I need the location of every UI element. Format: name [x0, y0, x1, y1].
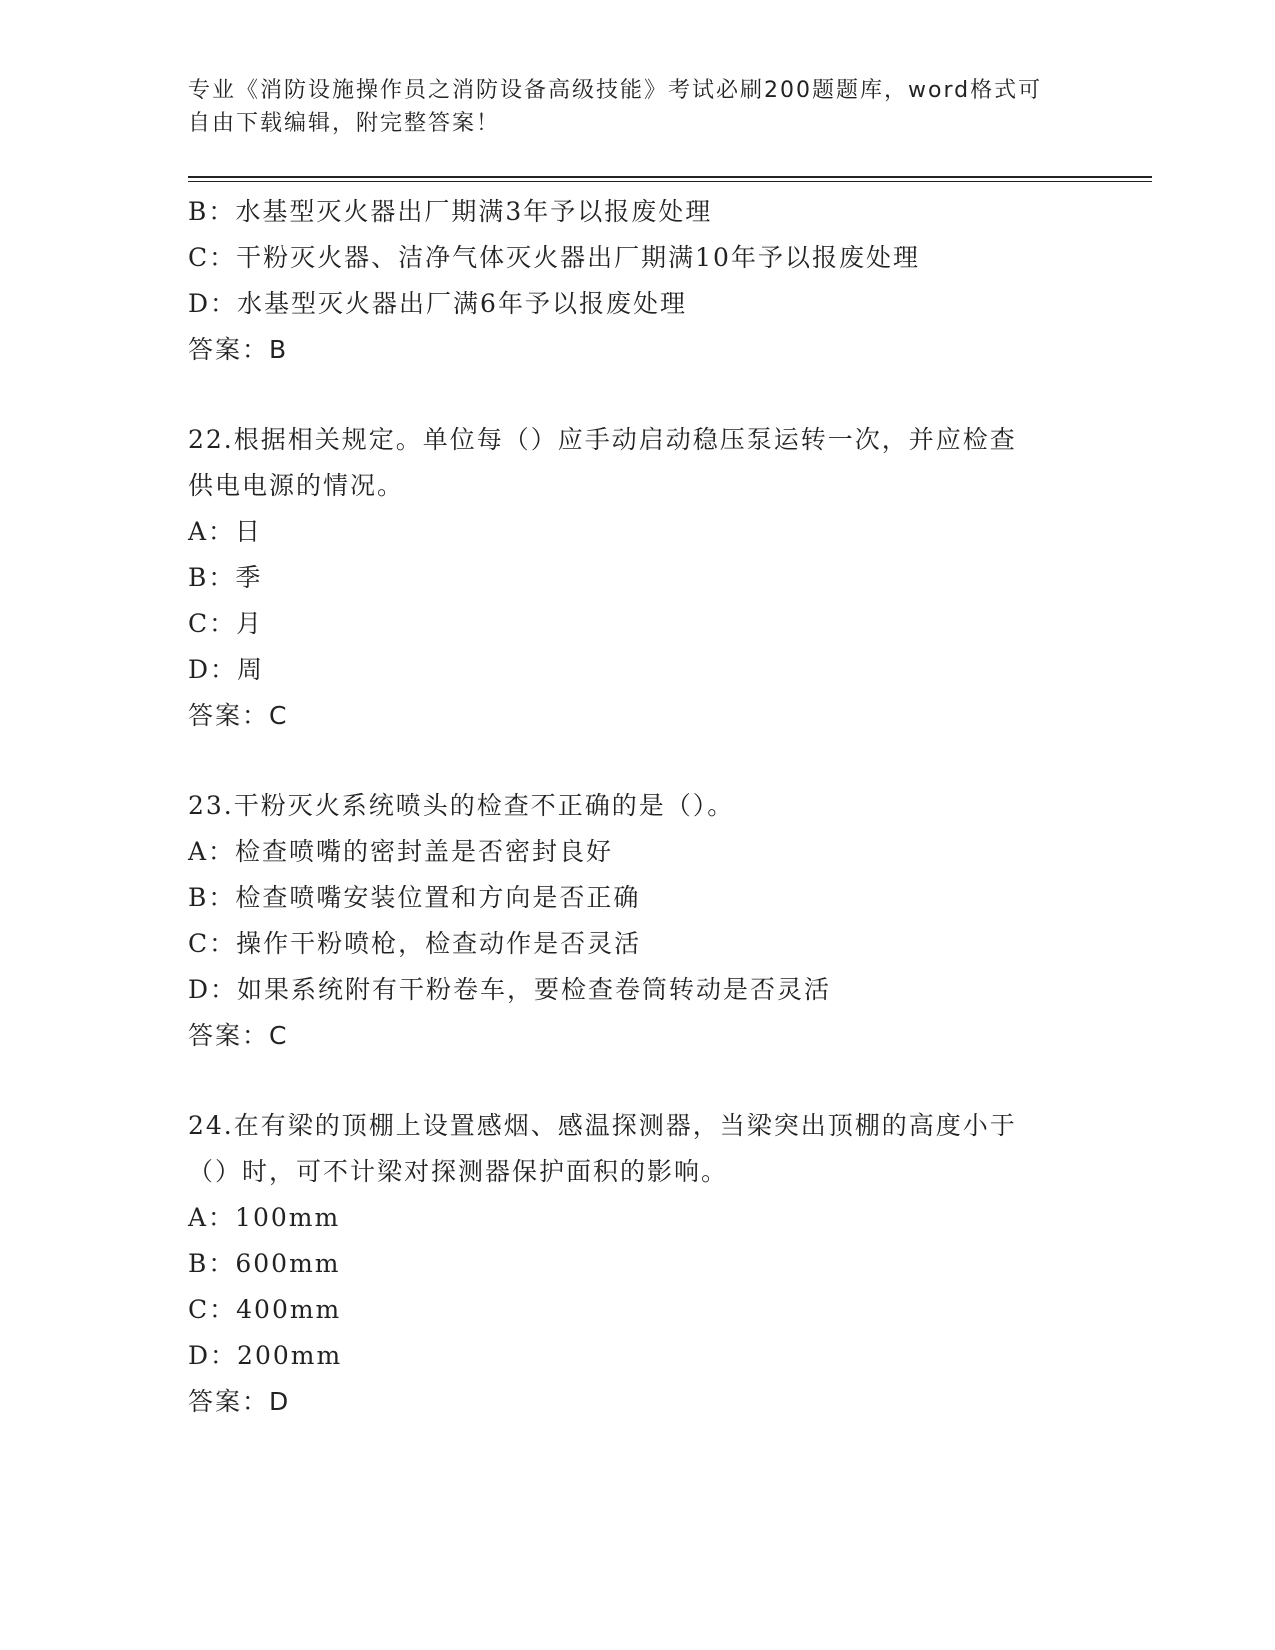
question-23	[188, 783, 1088, 1059]
option-b: B：季	[188, 563, 263, 592]
option-c: C：操作干粉喷枪，检查动作是否灵活	[188, 929, 642, 958]
answer-line: 答案：B	[188, 335, 289, 364]
document-header	[188, 74, 1068, 140]
header-divider-thick	[188, 176, 1152, 178]
header-line-2: 自由下载编辑，附完整答案！	[188, 111, 501, 136]
option-a: A：检查喷嘴的密封盖是否密封良好	[188, 837, 614, 866]
option-a: A：日	[188, 517, 263, 546]
answer-line: 答案：D	[188, 1387, 291, 1416]
question-24	[188, 1103, 1088, 1425]
answer-line: 答案：C	[188, 1021, 289, 1050]
option-d: D：周	[188, 655, 265, 684]
option-d: D：水基型灭火器出厂满6年予以报废处理	[188, 289, 687, 318]
option-d: D：200mm	[188, 1341, 343, 1370]
question-stem-line-2: 供电电源的情况。	[188, 471, 405, 500]
answer-line: 答案：C	[188, 701, 289, 730]
option-d: D：如果系统附有干粉卷车，要检查卷筒转动是否灵活	[188, 975, 832, 1004]
option-c: C：干粉灭火器、洁净气体灭火器出厂期满10年予以报废处理	[188, 243, 920, 272]
option-b: B：水基型灭火器出厂期满3年予以报废处理	[188, 197, 713, 226]
header-divider-thin	[188, 181, 1152, 182]
option-b: B：600mm	[188, 1249, 341, 1278]
question-content	[188, 189, 1088, 1425]
question-stem-line-1: 22.根据相关规定。单位每（）应手动启动稳压泵运转一次，并应检查	[188, 425, 1017, 454]
header-line-1: 专业《消防设施操作员之消防设备高级技能》考试必刷200题题库，word格式可	[188, 78, 1043, 103]
previous-question-block	[188, 189, 1088, 373]
option-a: A：100mm	[188, 1203, 341, 1232]
option-c: C：400mm	[188, 1295, 342, 1324]
option-c: C：月	[188, 609, 264, 638]
question-stem-line-1: 24.在有梁的顶棚上设置感烟、感温探测器，当梁突出顶棚的高度小于	[188, 1111, 1017, 1140]
question-stem-line-2: （）时，可不计梁对探测器保护面积的影响。	[188, 1157, 729, 1186]
question-22	[188, 417, 1088, 739]
question-stem-line-1: 23.干粉灭火系统喷头的检查不正确的是（）。	[188, 791, 735, 820]
option-b: B：检查喷嘴安装位置和方向是否正确	[188, 883, 641, 912]
